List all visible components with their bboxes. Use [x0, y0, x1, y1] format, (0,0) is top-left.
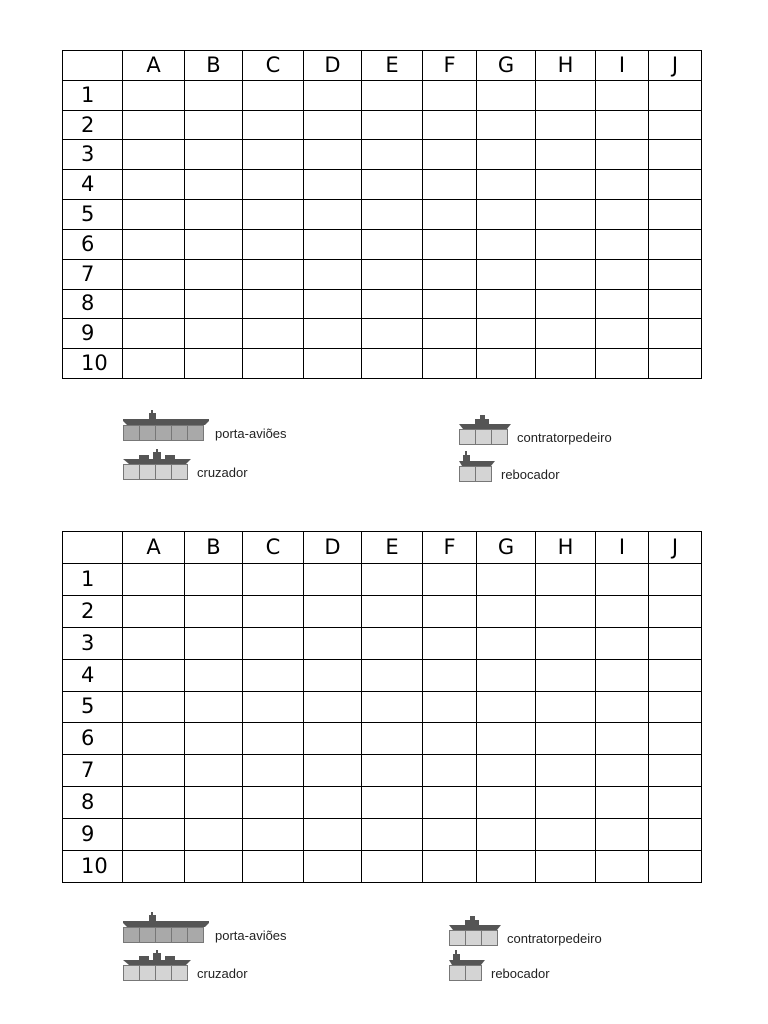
grid-cell[interactable]	[304, 787, 362, 819]
grid-cell[interactable]	[596, 659, 649, 691]
grid-cell[interactable]	[423, 200, 477, 230]
ship-size-boxes	[123, 464, 191, 480]
grid-cell[interactable]	[423, 595, 477, 627]
grid-row	[63, 80, 702, 110]
grid-cell[interactable]	[649, 289, 702, 319]
grid-cell[interactable]	[649, 659, 702, 691]
grid-cell[interactable]	[123, 319, 185, 349]
grid-row	[63, 289, 702, 319]
grid-cell[interactable]	[423, 170, 477, 200]
grid-cell[interactable]	[123, 349, 185, 379]
grid-cell[interactable]	[477, 851, 536, 883]
grid-cell[interactable]	[536, 319, 596, 349]
grid-cell[interactable]	[185, 200, 243, 230]
grid-cell[interactable]	[123, 200, 185, 230]
row-label: 2	[63, 595, 123, 627]
legend-label-destroyer: contratorpedeiro	[507, 931, 602, 946]
grid-cell[interactable]	[362, 755, 423, 787]
column-label: H	[536, 51, 596, 81]
grid-cell[interactable]	[596, 563, 649, 595]
grid-cell[interactable]	[423, 259, 477, 289]
legend-label-cruiser: cruzador	[197, 465, 248, 480]
grid-cell[interactable]	[243, 319, 304, 349]
grid-cell[interactable]	[362, 691, 423, 723]
cruiser-icon	[123, 449, 191, 464]
ship-size-boxes	[459, 466, 495, 482]
grid-cell[interactable]	[649, 627, 702, 659]
grid-cell[interactable]	[649, 349, 702, 379]
grid-cell[interactable]	[243, 170, 304, 200]
grid-cell[interactable]	[649, 140, 702, 170]
grid-cell[interactable]	[536, 755, 596, 787]
grid-cell[interactable]	[477, 200, 536, 230]
column-label: C	[243, 51, 304, 81]
grid-cell[interactable]	[123, 787, 185, 819]
grid-cell[interactable]	[185, 563, 243, 595]
grid-cell[interactable]	[185, 627, 243, 659]
header-row	[63, 532, 702, 564]
grid-row	[63, 851, 702, 883]
grid-cell[interactable]	[185, 110, 243, 140]
grid-cell[interactable]	[596, 787, 649, 819]
grid-cell[interactable]	[649, 595, 702, 627]
aircraft-carrier-icon	[123, 912, 209, 927]
grid-cell[interactable]	[185, 289, 243, 319]
row-label: 9	[63, 319, 123, 349]
grid-cell[interactable]	[536, 691, 596, 723]
grid-cell[interactable]	[304, 200, 362, 230]
column-label: A	[123, 51, 185, 81]
grid-cell[interactable]	[596, 851, 649, 883]
grid-cell[interactable]	[304, 851, 362, 883]
grid-cell[interactable]	[123, 259, 185, 289]
grid-cell[interactable]	[304, 319, 362, 349]
grid-cell[interactable]	[536, 140, 596, 170]
grid-cell[interactable]	[123, 595, 185, 627]
grid-cell[interactable]	[423, 140, 477, 170]
grid-cell[interactable]	[423, 819, 477, 851]
column-label: A	[123, 532, 185, 564]
grid-cell[interactable]	[477, 229, 536, 259]
grid-cell[interactable]	[304, 229, 362, 259]
grid-cell[interactable]	[423, 319, 477, 349]
grid-cell[interactable]	[362, 319, 423, 349]
legend-label-aircraft-carrier: porta-aviões	[215, 426, 287, 441]
grid-cell[interactable]	[596, 627, 649, 659]
grid-cell[interactable]	[185, 229, 243, 259]
grid-cell[interactable]	[185, 659, 243, 691]
grid-row	[63, 755, 702, 787]
grid-cell[interactable]	[304, 723, 362, 755]
grid-row	[63, 787, 702, 819]
column-label: F	[423, 51, 477, 81]
grid-cell[interactable]	[362, 563, 423, 595]
grid-cell[interactable]	[362, 723, 423, 755]
grid-cell[interactable]	[596, 595, 649, 627]
grid-cell[interactable]	[477, 787, 536, 819]
grid-row	[63, 200, 702, 230]
grid-row	[63, 259, 702, 289]
cruiser-icon	[123, 950, 191, 965]
column-label: C	[243, 532, 304, 564]
grid-cell[interactable]	[243, 349, 304, 379]
grid-cell[interactable]	[423, 691, 477, 723]
battleship-board-2	[62, 531, 702, 883]
grid-cell[interactable]	[596, 259, 649, 289]
grid-cell[interactable]	[185, 851, 243, 883]
grid-row	[63, 659, 702, 691]
column-label: F	[423, 532, 477, 564]
grid-cell[interactable]	[536, 259, 596, 289]
grid-cell[interactable]	[477, 259, 536, 289]
grid-cell[interactable]	[649, 723, 702, 755]
grid-row	[63, 110, 702, 140]
grid-row	[63, 140, 702, 170]
grid-cell[interactable]	[243, 110, 304, 140]
column-label: G	[477, 532, 536, 564]
grid-row	[63, 595, 702, 627]
grid-cell[interactable]	[362, 787, 423, 819]
grid-cell[interactable]	[536, 80, 596, 110]
legend-destroyer-1	[459, 414, 612, 445]
row-label: 1	[63, 80, 123, 110]
grid-cell[interactable]	[477, 563, 536, 595]
grid-cell[interactable]	[596, 723, 649, 755]
grid-cell[interactable]	[649, 319, 702, 349]
grid-cell[interactable]	[362, 349, 423, 379]
column-label: I	[596, 532, 649, 564]
grid-cell[interactable]	[423, 349, 477, 379]
row-label: 2	[63, 110, 123, 140]
grid-cell[interactable]	[243, 755, 304, 787]
grid-cell[interactable]	[596, 80, 649, 110]
row-label: 8	[63, 289, 123, 319]
grid-cell[interactable]	[649, 170, 702, 200]
grid-cell[interactable]	[123, 170, 185, 200]
grid-cell[interactable]	[423, 289, 477, 319]
grid-cell[interactable]	[243, 595, 304, 627]
grid-cell[interactable]	[596, 755, 649, 787]
grid-cell[interactable]	[123, 819, 185, 851]
legend-label-tugboat: rebocador	[491, 966, 550, 981]
grid-cell[interactable]	[536, 659, 596, 691]
row-label: 10	[63, 851, 123, 883]
grid-cell[interactable]	[596, 110, 649, 140]
grid-cell[interactable]	[243, 80, 304, 110]
grid-cell[interactable]	[423, 723, 477, 755]
grid-cell[interactable]	[596, 289, 649, 319]
row-label: 5	[63, 200, 123, 230]
grid-cell[interactable]	[596, 319, 649, 349]
grid-cell[interactable]	[243, 851, 304, 883]
column-label: J	[649, 532, 702, 564]
grid-cell[interactable]	[185, 595, 243, 627]
grid-cell[interactable]	[536, 595, 596, 627]
grid-cell[interactable]	[185, 319, 243, 349]
row-label: 7	[63, 259, 123, 289]
row-label: 7	[63, 755, 123, 787]
grid-cell[interactable]	[536, 627, 596, 659]
grid-cell[interactable]	[123, 563, 185, 595]
grid-cell[interactable]	[423, 80, 477, 110]
grid-cell[interactable]	[536, 229, 596, 259]
row-label: 3	[63, 627, 123, 659]
grid-cell[interactable]	[123, 659, 185, 691]
corner-cell	[63, 532, 123, 564]
grid-row	[63, 691, 702, 723]
grid-cell[interactable]	[243, 627, 304, 659]
grid-cell[interactable]	[123, 80, 185, 110]
grid-cell[interactable]	[304, 595, 362, 627]
grid-cell[interactable]	[362, 170, 423, 200]
column-label: D	[304, 51, 362, 81]
grid-cell[interactable]	[123, 851, 185, 883]
grid-cell[interactable]	[123, 627, 185, 659]
column-label: G	[477, 51, 536, 81]
grid-cell[interactable]	[304, 170, 362, 200]
grid-cell[interactable]	[362, 110, 423, 140]
grid-cell[interactable]	[243, 259, 304, 289]
grid-cell[interactable]	[243, 691, 304, 723]
grid-cell[interactable]	[185, 349, 243, 379]
grid-cell[interactable]	[123, 289, 185, 319]
ship-size-boxes	[459, 429, 511, 445]
grid-cell[interactable]	[649, 755, 702, 787]
row-label: 5	[63, 691, 123, 723]
grid-cell[interactable]	[243, 819, 304, 851]
grid-cell[interactable]	[477, 627, 536, 659]
legend-label-aircraft-carrier: porta-aviões	[215, 928, 287, 943]
grid-cell[interactable]	[304, 110, 362, 140]
grid-cell[interactable]	[304, 691, 362, 723]
grid-cell[interactable]	[649, 200, 702, 230]
grid-row	[63, 170, 702, 200]
grid-cell[interactable]	[123, 691, 185, 723]
column-label: B	[185, 51, 243, 81]
row-label: 4	[63, 659, 123, 691]
grid-cell[interactable]	[477, 659, 536, 691]
grid-cell[interactable]	[477, 723, 536, 755]
tugboat-icon	[459, 451, 495, 466]
grid-cell[interactable]	[185, 787, 243, 819]
column-label: I	[596, 51, 649, 81]
grid-cell[interactable]	[185, 723, 243, 755]
grid-cell[interactable]	[477, 170, 536, 200]
legend-tugboat-2	[449, 950, 550, 981]
grid-cell[interactable]	[304, 349, 362, 379]
legend-label-destroyer: contratorpedeiro	[517, 430, 612, 445]
row-label: 6	[63, 723, 123, 755]
grid-row	[63, 319, 702, 349]
grid-row	[63, 349, 702, 379]
grid-cell[interactable]	[123, 229, 185, 259]
grid-cell[interactable]	[304, 140, 362, 170]
grid-cell[interactable]	[362, 627, 423, 659]
row-label: 8	[63, 787, 123, 819]
grid-cell[interactable]	[536, 819, 596, 851]
grid-cell[interactable]	[304, 289, 362, 319]
battleship-board-1	[62, 50, 702, 379]
grid-cell[interactable]	[596, 200, 649, 230]
grid-cell[interactable]	[362, 259, 423, 289]
grid-cell[interactable]	[536, 851, 596, 883]
grid-cell[interactable]	[362, 595, 423, 627]
ship-size-boxes	[449, 930, 501, 946]
grid-cell[interactable]	[596, 819, 649, 851]
grid-cell[interactable]	[362, 851, 423, 883]
column-label: H	[536, 532, 596, 564]
grid-cell[interactable]	[536, 723, 596, 755]
grid-cell[interactable]	[185, 819, 243, 851]
column-label: E	[362, 51, 423, 81]
grid-cell[interactable]	[649, 80, 702, 110]
grid-cell[interactable]	[304, 627, 362, 659]
grid-row	[63, 627, 702, 659]
grid-cell[interactable]	[477, 691, 536, 723]
grid-cell[interactable]	[243, 659, 304, 691]
row-label: 9	[63, 819, 123, 851]
legend-aircraft-carrier-2	[123, 912, 287, 943]
grid-cell[interactable]	[596, 229, 649, 259]
grid-row	[63, 563, 702, 595]
legend-label-cruiser: cruzador	[197, 966, 248, 981]
grid-cell[interactable]	[536, 170, 596, 200]
grid-cell[interactable]	[596, 170, 649, 200]
grid-cell[interactable]	[362, 80, 423, 110]
grid-cell[interactable]	[477, 319, 536, 349]
grid-cell[interactable]	[362, 289, 423, 319]
grid-cell[interactable]	[423, 755, 477, 787]
legend-aircraft-carrier-1	[123, 410, 287, 441]
grid-cell[interactable]	[596, 349, 649, 379]
grid-cell[interactable]	[304, 755, 362, 787]
grid-cell[interactable]	[123, 755, 185, 787]
grid-cell[interactable]	[362, 140, 423, 170]
grid-cell[interactable]	[536, 787, 596, 819]
grid-cell[interactable]	[304, 80, 362, 110]
grid-cell[interactable]	[649, 259, 702, 289]
grid-cell[interactable]	[649, 691, 702, 723]
grid-cell[interactable]	[243, 787, 304, 819]
column-label: B	[185, 532, 243, 564]
grid-cell[interactable]	[477, 80, 536, 110]
grid-cell[interactable]	[304, 819, 362, 851]
grid-cell[interactable]	[185, 691, 243, 723]
grid-cell[interactable]	[536, 200, 596, 230]
grid-cell[interactable]	[243, 200, 304, 230]
grid-cell[interactable]	[536, 110, 596, 140]
row-label: 1	[63, 563, 123, 595]
grid-cell[interactable]	[649, 819, 702, 851]
grid-cell[interactable]	[123, 723, 185, 755]
grid-cell[interactable]	[423, 229, 477, 259]
destroyer-icon	[449, 915, 501, 930]
grid-cell[interactable]	[304, 563, 362, 595]
grid-cell[interactable]	[477, 595, 536, 627]
grid-cell[interactable]	[243, 140, 304, 170]
header-row	[63, 51, 702, 81]
grid-cell[interactable]	[185, 80, 243, 110]
grid-cell[interactable]	[536, 349, 596, 379]
grid-cell[interactable]	[243, 563, 304, 595]
ship-size-boxes	[123, 927, 209, 943]
row-label: 3	[63, 140, 123, 170]
grid-row	[63, 723, 702, 755]
grid-cell[interactable]	[123, 140, 185, 170]
grid-cell[interactable]	[649, 563, 702, 595]
grid-cell[interactable]	[477, 140, 536, 170]
destroyer-icon	[459, 414, 511, 429]
grid-cell[interactable]	[423, 851, 477, 883]
legend-cruiser-2	[123, 950, 248, 981]
grid-cell[interactable]	[423, 787, 477, 819]
grid-cell[interactable]	[243, 229, 304, 259]
grid-cell[interactable]	[423, 110, 477, 140]
grid-cell[interactable]	[185, 755, 243, 787]
column-label: E	[362, 532, 423, 564]
grid-cell[interactable]	[304, 259, 362, 289]
grid-cell[interactable]	[123, 110, 185, 140]
grid-cell[interactable]	[477, 289, 536, 319]
grid-cell[interactable]	[243, 289, 304, 319]
legend-tugboat-1	[459, 451, 560, 482]
legend-label-tugboat: rebocador	[501, 467, 560, 482]
row-label: 10	[63, 349, 123, 379]
grid-cell[interactable]	[536, 289, 596, 319]
grid-row	[63, 819, 702, 851]
grid-cell[interactable]	[304, 659, 362, 691]
grid-cell[interactable]	[649, 851, 702, 883]
column-label: D	[304, 532, 362, 564]
ship-size-boxes	[449, 965, 485, 981]
grid-cell[interactable]	[536, 563, 596, 595]
grid-cell[interactable]	[362, 659, 423, 691]
column-label: J	[649, 51, 702, 81]
grid-cell[interactable]	[477, 349, 536, 379]
grid-cell[interactable]	[477, 110, 536, 140]
ship-size-boxes	[123, 425, 209, 441]
grid-row	[63, 229, 702, 259]
grid-cell[interactable]	[477, 819, 536, 851]
row-label: 6	[63, 229, 123, 259]
grid-cell[interactable]	[362, 819, 423, 851]
grid-cell[interactable]	[185, 140, 243, 170]
grid-cell[interactable]	[596, 691, 649, 723]
grid-cell[interactable]	[649, 787, 702, 819]
grid-cell[interactable]	[423, 659, 477, 691]
legend-cruiser-1	[123, 449, 248, 480]
tugboat-icon	[449, 950, 485, 965]
grid-cell[interactable]	[423, 627, 477, 659]
grid-cell[interactable]	[596, 140, 649, 170]
grid-cell[interactable]	[185, 259, 243, 289]
grid-cell[interactable]	[362, 200, 423, 230]
grid-cell[interactable]	[423, 563, 477, 595]
grid-cell[interactable]	[362, 229, 423, 259]
grid-cell[interactable]	[185, 170, 243, 200]
grid-cell[interactable]	[649, 110, 702, 140]
ship-size-boxes	[123, 965, 191, 981]
legend-destroyer-2	[449, 915, 602, 946]
corner-cell	[63, 51, 123, 81]
aircraft-carrier-icon	[123, 410, 209, 425]
grid-cell[interactable]	[649, 229, 702, 259]
grid-cell[interactable]	[477, 755, 536, 787]
row-label: 4	[63, 170, 123, 200]
grid-cell[interactable]	[243, 723, 304, 755]
